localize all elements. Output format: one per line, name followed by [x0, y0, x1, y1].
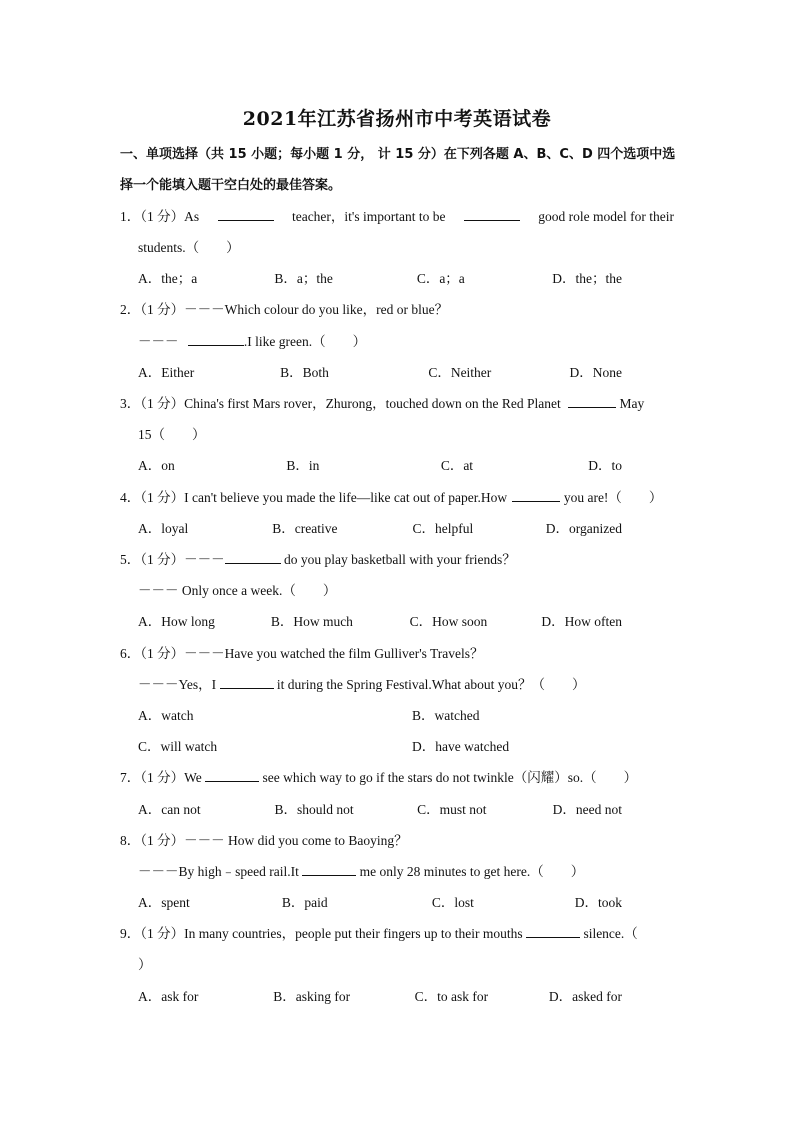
question-4-option-d[interactable]: D．organized	[545, 521, 622, 536]
question-1-option-c[interactable]: C．a；a	[416, 271, 465, 286]
question-8-text-a: －－－By high﹣speed rail.It	[138, 864, 299, 879]
question-7-option-d[interactable]: D．need not	[552, 802, 622, 817]
question-6-line2	[138, 676, 586, 694]
question-2-text-b: .I like green.（ ）	[243, 334, 367, 349]
question-4-option-a[interactable]: A．loyal	[138, 521, 189, 536]
question-9-option-d[interactable]: D．asked for	[548, 989, 622, 1004]
question-7-option-a[interactable]: A．can not	[138, 802, 201, 817]
question-3-text-a: 3．（1 分）China's first Mars rover，Zhurong，touched down on the Red Planet	[120, 396, 561, 411]
question-5-line2: －－－ Only once a week.（ ）	[138, 583, 337, 598]
question-7-text-a: 7．（1 分）We	[120, 770, 202, 785]
question-4-option-c[interactable]: C．helpful	[412, 521, 474, 536]
question-8-option-d[interactable]: D．took	[574, 895, 622, 910]
question-2-dash: －－－	[138, 334, 179, 349]
question-6-option-c[interactable]: C．will watch	[138, 739, 218, 754]
question-2-line2	[138, 333, 366, 351]
question-9-text-a: 9．（1 分）In many countries，people put their fingers up to their mouths	[120, 926, 523, 941]
question-9-options	[138, 988, 622, 1006]
question-9-option-a[interactable]: A．ask for	[138, 989, 199, 1004]
question-3-option-b[interactable]: B．in	[286, 458, 320, 473]
question-3-continuation: 15（ ）	[138, 427, 206, 442]
question-2-options	[138, 364, 622, 382]
question-9-blank	[526, 925, 580, 938]
question-9-continuation: ）	[138, 957, 152, 972]
question-8-option-c[interactable]: C．lost	[431, 895, 474, 910]
page-title: 2021年江苏省扬州市中考英语试卷	[242, 108, 552, 130]
question-1-text-b: teacher，it's important to be	[291, 209, 446, 224]
question-1-blank-1	[218, 208, 274, 221]
question-2-option-d[interactable]: D．None	[569, 365, 622, 380]
question-6-stem: 6．（1 分）－－－Have you watched the film Gulliver's Travels？	[120, 646, 484, 661]
question-5-options	[138, 613, 622, 631]
question-9-stem	[120, 925, 638, 943]
question-8-option-b[interactable]: B．paid	[281, 895, 328, 910]
question-7-stem	[120, 769, 637, 787]
question-3-blank	[568, 395, 616, 408]
question-5-option-d[interactable]: D．How often	[541, 614, 622, 629]
question-1-option-a[interactable]: A．the；a	[138, 271, 198, 286]
question-4-text-a: 4．（1 分）I can't believe you made the life—like cat out of paper.How	[120, 490, 508, 505]
question-1-option-d[interactable]: D．the；the	[552, 271, 622, 286]
question-8-blank	[302, 863, 356, 876]
question-3-options	[138, 457, 622, 475]
question-9-option-b[interactable]: B．asking for	[273, 989, 351, 1004]
question-6-blank	[220, 676, 274, 689]
question-3-option-c[interactable]: C．at	[440, 458, 474, 473]
question-4-text-b: you are!（ ）	[563, 490, 663, 505]
question-2-option-a[interactable]: A．Either	[138, 365, 195, 380]
question-8-options	[138, 894, 622, 912]
question-1-continuation: students.（ ）	[138, 240, 240, 255]
question-5-text-a: 5．（1 分）－－－	[120, 552, 225, 567]
question-1-stem	[120, 208, 674, 226]
question-9-option-c[interactable]: C．to ask for	[414, 989, 489, 1004]
question-5-option-c[interactable]: C．How soon	[409, 614, 488, 629]
question-2-option-b[interactable]: B．Both	[280, 365, 329, 380]
question-6-text-a: －－－Yes，I	[138, 677, 217, 692]
question-7-text-b: see which way to go if the stars do not twinkle（闪耀）so.（ ）	[262, 770, 638, 785]
question-1-options	[138, 270, 622, 288]
question-1-option-b[interactable]: B．a；the	[274, 271, 333, 286]
question-6-option-b[interactable]: B．watched	[412, 708, 480, 723]
question-5-stem	[120, 551, 516, 569]
question-3-option-d[interactable]: D．to	[588, 458, 622, 473]
question-8-stem: 8．（1 分）－－－ How did you come to Baoying？	[120, 833, 408, 848]
question-9-text-b: silence.（	[583, 926, 638, 941]
question-6-option-d[interactable]: D．have watched	[412, 739, 510, 754]
question-7-blank	[205, 769, 259, 782]
question-5-option-a[interactable]: A．How long	[138, 614, 215, 629]
question-4-option-b[interactable]: B．creative	[272, 521, 338, 536]
question-1-text-c: good role model for their	[538, 209, 674, 224]
question-6-text-b: it during the Spring Festival.What about you？（ ）	[276, 677, 586, 692]
question-1-text-a: 1．（1 分）As	[120, 209, 200, 224]
question-2-stem: 2．（1 分）－－－Which colour do you like，red or blue？	[120, 302, 449, 317]
question-3-text-b: May	[619, 396, 645, 411]
question-7-option-b[interactable]: B．should not	[274, 802, 354, 817]
question-3-stem	[120, 395, 644, 413]
question-8-text-b: me only 28 minutes to get here.（ ）	[359, 864, 585, 879]
question-5-blank	[225, 551, 281, 564]
question-8-option-a[interactable]: A．spent	[138, 895, 190, 910]
question-4-stem	[120, 489, 662, 507]
question-5-text-b: do you play basketball with your friends？	[284, 552, 516, 567]
question-2-option-c[interactable]: C．Neither	[428, 365, 492, 380]
question-3-option-a[interactable]: A．on	[138, 458, 175, 473]
question-7-option-c[interactable]: C．must not	[417, 802, 487, 817]
question-4-options	[138, 520, 622, 538]
section-instructions: 一、单项选择（共 15 小题；每小题 1 分， 计 15 分）在下列各题 A、B、C、D 四个选项中选择一个能填入题干空白处的最佳答案。	[120, 147, 676, 193]
question-1-blank-2	[464, 208, 520, 221]
question-4-blank	[512, 489, 560, 502]
question-2-blank	[188, 333, 244, 346]
question-5-option-b[interactable]: B．How much	[270, 614, 353, 629]
question-8-line2	[138, 863, 584, 881]
question-7-options	[138, 801, 622, 819]
question-6-option-a[interactable]: A．watch	[138, 708, 194, 723]
